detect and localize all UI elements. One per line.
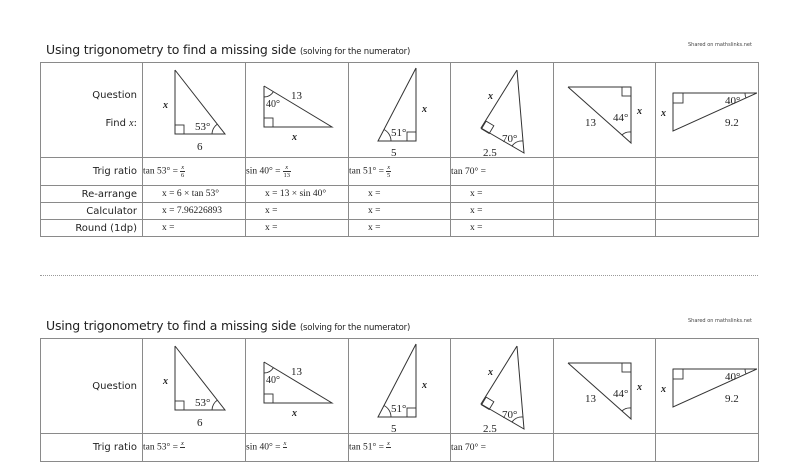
- svg-text:x: x: [636, 382, 642, 393]
- worksheet-subtitle: (solving for the numerator): [299, 47, 411, 57]
- svg-text:44°: 44°: [612, 388, 628, 400]
- svg-text:40°: 40°: [266, 375, 280, 386]
- question-cell-5: [554, 339, 656, 434]
- trig-ratio-cell-4[interactable]: tan 70° =: [451, 158, 554, 186]
- triangle-diagram-3: [350, 64, 450, 156]
- trig-ratio-row: [41, 158, 759, 186]
- triangle-diagram-3: [350, 340, 450, 432]
- round-cell-3[interactable]: x =: [349, 220, 451, 237]
- rearrange-cell-1[interactable]: x = 6 × tan 53°: [143, 186, 246, 203]
- svg-text:70°: 70°: [502, 133, 518, 145]
- triangle-diagram-6: [657, 64, 757, 156]
- trig-ratio-cell-4[interactable]: tan 70° =: [451, 434, 554, 462]
- svg-text:x: x: [421, 104, 427, 115]
- svg-text:44°: 44°: [612, 112, 628, 124]
- cut-line-divider: [40, 275, 758, 276]
- question-cell-3: [349, 63, 451, 158]
- worksheet-title: Using trigonometry to find a missing side (solving for the numerator): [46, 318, 411, 333]
- svg-text:40°: 40°: [266, 99, 280, 110]
- round-cell-6[interactable]: [656, 220, 759, 237]
- fraction: $\frac{x}{6}$: [181, 164, 185, 179]
- fraction: $\frac{x}{5}$: [387, 164, 391, 179]
- question-cell-4: [451, 63, 554, 158]
- svg-text:x: x: [661, 108, 666, 119]
- triangle-diagram-6: [657, 340, 757, 432]
- triangle-diagram-2: [247, 64, 347, 156]
- svg-text:x: x: [421, 380, 427, 391]
- svg-text:9.2: 9.2: [725, 117, 739, 129]
- svg-text:13: 13: [584, 117, 596, 129]
- svg-text:x: x: [292, 408, 297, 419]
- round-row: [41, 220, 759, 237]
- question-label-cell: [41, 339, 143, 434]
- svg-text:6: 6: [197, 417, 203, 429]
- calculator-label: Calculator: [41, 203, 143, 220]
- svg-text:13: 13: [291, 90, 302, 102]
- rearrange-cell-2[interactable]: x = 13 × sin 40°: [246, 186, 349, 203]
- svg-text:x: x: [488, 91, 493, 102]
- question-row: [41, 63, 759, 158]
- question-cell-2: [246, 339, 349, 434]
- round-label: Round (1dp): [41, 220, 143, 237]
- svg-text:13: 13: [291, 366, 302, 378]
- worksheet-title: Using trigonometry to find a missing side (solving for the numerator): [46, 42, 411, 57]
- question-row: [41, 339, 759, 434]
- trig-ratio-label: Trig ratio: [41, 158, 143, 186]
- calculator-row: [41, 203, 759, 220]
- svg-text:x: x: [636, 106, 642, 117]
- fraction: x: [181, 440, 184, 447]
- fraction: x: [283, 440, 287, 447]
- trig-ratio-cell-2[interactable]: sin 40° = x: [246, 434, 349, 462]
- calculator-cell-5[interactable]: [554, 203, 656, 220]
- question-label: Question: [92, 90, 137, 101]
- svg-text:70°: 70°: [502, 409, 518, 421]
- credit-text: Shared on mathslinks.net: [688, 318, 752, 324]
- triangle-diagram-2: [247, 340, 347, 432]
- svg-text:40°: 40°: [725, 371, 741, 383]
- question-label-cell: [41, 63, 143, 158]
- rearrange-row: [41, 186, 759, 203]
- question-cell-6: [656, 63, 759, 158]
- worksheet-table: [40, 338, 759, 462]
- question-cell-2: [246, 63, 349, 158]
- svg-text:x: x: [163, 376, 168, 387]
- trig-ratio-cell-2[interactable]: sin 40° = $\frac{x}{13}$: [246, 158, 349, 186]
- trig-ratio-cell-1[interactable]: tan 53° = x: [143, 434, 246, 462]
- rearrange-cell-4[interactable]: x =: [451, 186, 554, 203]
- question-cell-3: [349, 339, 451, 434]
- trig-ratio-cell-6[interactable]: [656, 158, 759, 186]
- triangle-diagram-1: [144, 64, 244, 156]
- rearrange-cell-5[interactable]: [554, 186, 656, 203]
- find-x-label: Find x:: [105, 118, 137, 129]
- svg-text:x: x: [292, 132, 297, 143]
- fraction: $\frac{x}{13}$: [283, 164, 290, 179]
- triangle-diagram-4: [452, 340, 552, 432]
- trig-ratio-cell-5[interactable]: [554, 434, 656, 462]
- trig-ratio-cell-1[interactable]: tan 53° = $\frac{x}{6}$: [143, 158, 246, 186]
- svg-text:40°: 40°: [725, 95, 741, 107]
- calculator-cell-4[interactable]: x =: [451, 203, 554, 220]
- round-cell-1[interactable]: x =: [143, 220, 246, 237]
- svg-text:51°: 51°: [390, 403, 406, 415]
- svg-text:5: 5: [390, 147, 396, 156]
- svg-text:2.5: 2.5: [483, 423, 497, 432]
- credit-text: Shared on mathslinks.net: [688, 42, 752, 48]
- triangle-diagram-1: [144, 340, 244, 432]
- question-cell-6: [656, 339, 759, 434]
- svg-text:x: x: [661, 384, 666, 395]
- question-label: Question: [92, 380, 137, 392]
- calculator-cell-3[interactable]: x =: [349, 203, 451, 220]
- trig-ratio-row: [41, 434, 759, 462]
- calculator-cell-1[interactable]: x = 7.96226893: [143, 203, 246, 220]
- calculator-cell-2[interactable]: x =: [246, 203, 349, 220]
- svg-text:2.5: 2.5: [483, 147, 497, 156]
- trig-ratio-cell-6[interactable]: [656, 434, 759, 462]
- question-cell-5: [554, 63, 656, 158]
- trig-ratio-cell-3[interactable]: tan 51° = $\frac{x}{5}$: [349, 158, 451, 186]
- round-cell-2[interactable]: x =: [246, 220, 349, 237]
- triangle-diagram-5: [555, 64, 655, 156]
- svg-text:53°: 53°: [195, 121, 211, 133]
- fraction: x: [387, 440, 390, 447]
- svg-text:9.2: 9.2: [725, 393, 739, 405]
- svg-text:x: x: [163, 100, 168, 111]
- calculator-cell-6[interactable]: [656, 203, 759, 220]
- worksheet-table: [40, 62, 759, 237]
- svg-text:x: x: [488, 367, 493, 378]
- round-cell-5[interactable]: [554, 220, 656, 237]
- svg-text:6: 6: [197, 141, 203, 153]
- question-cell-4: [451, 339, 554, 434]
- rearrange-cell-6[interactable]: [656, 186, 759, 203]
- triangle-diagram-5: [555, 340, 655, 432]
- trig-ratio-cell-5[interactable]: [554, 158, 656, 186]
- round-cell-4[interactable]: x =: [451, 220, 554, 237]
- rearrange-label: Re-arrange: [41, 186, 143, 203]
- svg-text:5: 5: [390, 423, 396, 432]
- worksheet-subtitle: (solving for the numerator): [299, 323, 411, 333]
- trig-ratio-cell-3[interactable]: tan 51° = x: [349, 434, 451, 462]
- trig-ratio-label: Trig ratio: [41, 434, 143, 462]
- question-cell-1: [143, 63, 246, 158]
- svg-text:13: 13: [584, 393, 596, 405]
- svg-text:51°: 51°: [390, 127, 406, 139]
- triangle-diagram-4: [452, 64, 552, 156]
- svg-text:53°: 53°: [195, 397, 211, 409]
- rearrange-cell-3[interactable]: x =: [349, 186, 451, 203]
- question-cell-1: [143, 339, 246, 434]
